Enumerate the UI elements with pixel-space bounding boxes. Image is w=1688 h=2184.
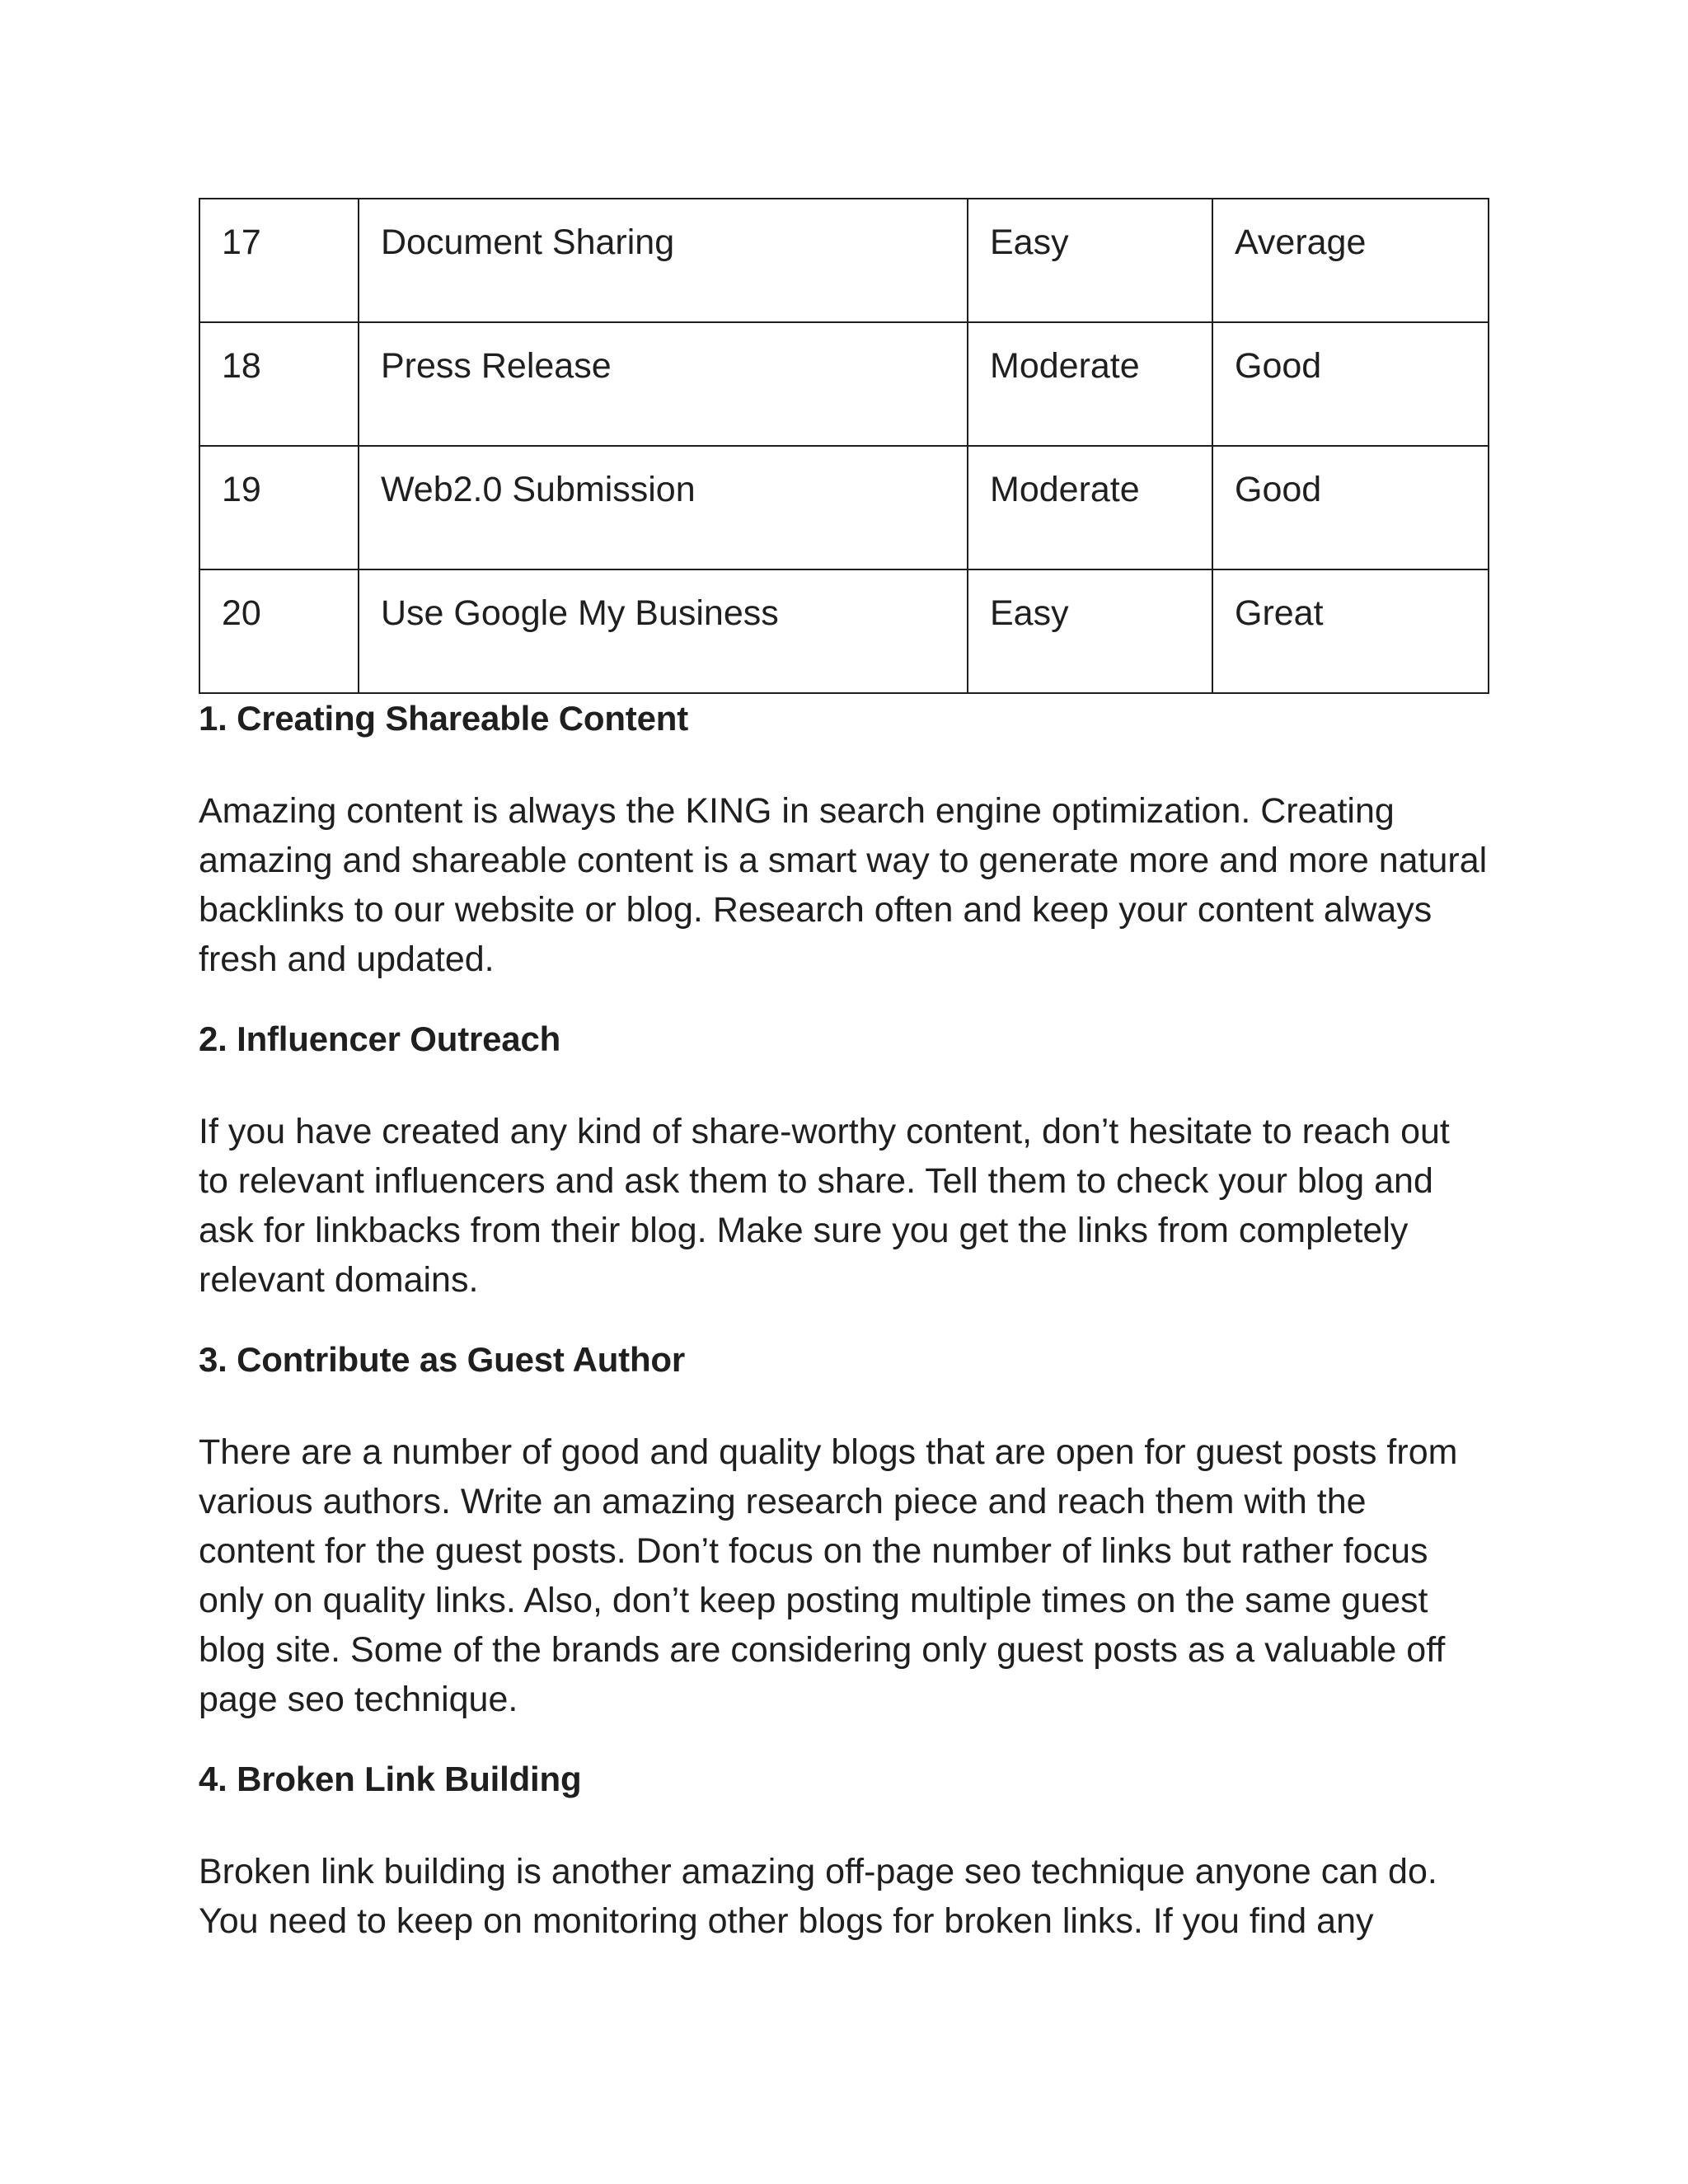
table-row <box>199 199 1489 322</box>
section-body-guest-author: There are a number of good and quality blogs that are open for guest posts from various authors. Write an amazing research piece and reach them with the content for the guest posts. Don’t focus on the number of links but rather focus only on quality links. Also, don’t keep posting multiple times on the same guest blog site. Some of the brands are considering only guest posts as a valuable off page seo technique. <box>199 1432 1458 1719</box>
result-cell: Good <box>1212 322 1489 446</box>
section-body-shareable-content: Amazing content is always the KING in search engine optimization. Creating amazing and shareable content is a smart way to generate more and more natural backlinks to our website or blog. Research often and keep your content always fresh and updated. <box>199 791 1488 979</box>
table-row <box>199 446 1489 569</box>
section-heading-influencer-outreach: 2. Influencer Outreach <box>199 1019 561 1058</box>
result-cell: Great <box>1212 569 1489 693</box>
technique-cell: Web2.0 Submission <box>359 446 968 569</box>
section-body-broken-link-building: Broken link building is another amazing off-page seo technique anyone can do. You need to keep on monitoring other blogs for broken links. If you find any <box>199 1852 1437 1941</box>
section-heading-broken-link-building: 4. Broken Link Building <box>199 1760 582 1798</box>
difficulty-cell: Moderate <box>968 446 1212 569</box>
table-row <box>199 322 1489 446</box>
table-row <box>199 569 1489 693</box>
result-cell: Average <box>1212 199 1489 322</box>
difficulty-cell: Easy <box>968 199 1212 322</box>
technique-cell: Press Release <box>359 322 968 446</box>
row-number-cell: 18 <box>199 322 359 446</box>
section-body-influencer-outreach: If you have created any kind of share-worthy content, don’t hesitate to reach out to relevant influencers and ask them to share. Tell them to check your blog and ask for linkbacks from their blog. Make sure you get the links from completely relevant domains. <box>199 1112 1450 1300</box>
row-number-cell: 17 <box>199 199 359 322</box>
document-page <box>199 198 1488 1946</box>
section-heading-shareable-content: 1. Creating Shareable Content <box>199 699 688 738</box>
row-number-cell: 19 <box>199 446 359 569</box>
difficulty-cell: Moderate <box>968 322 1212 446</box>
technique-table <box>199 198 1489 694</box>
difficulty-cell: Easy <box>968 569 1212 693</box>
section-heading-guest-author: 3. Contribute as Guest Author <box>199 1340 686 1379</box>
technique-cell: Document Sharing <box>359 199 968 322</box>
row-number-cell: 20 <box>199 569 359 693</box>
result-cell: Good <box>1212 446 1489 569</box>
technique-cell: Use Google My Business <box>359 569 968 693</box>
